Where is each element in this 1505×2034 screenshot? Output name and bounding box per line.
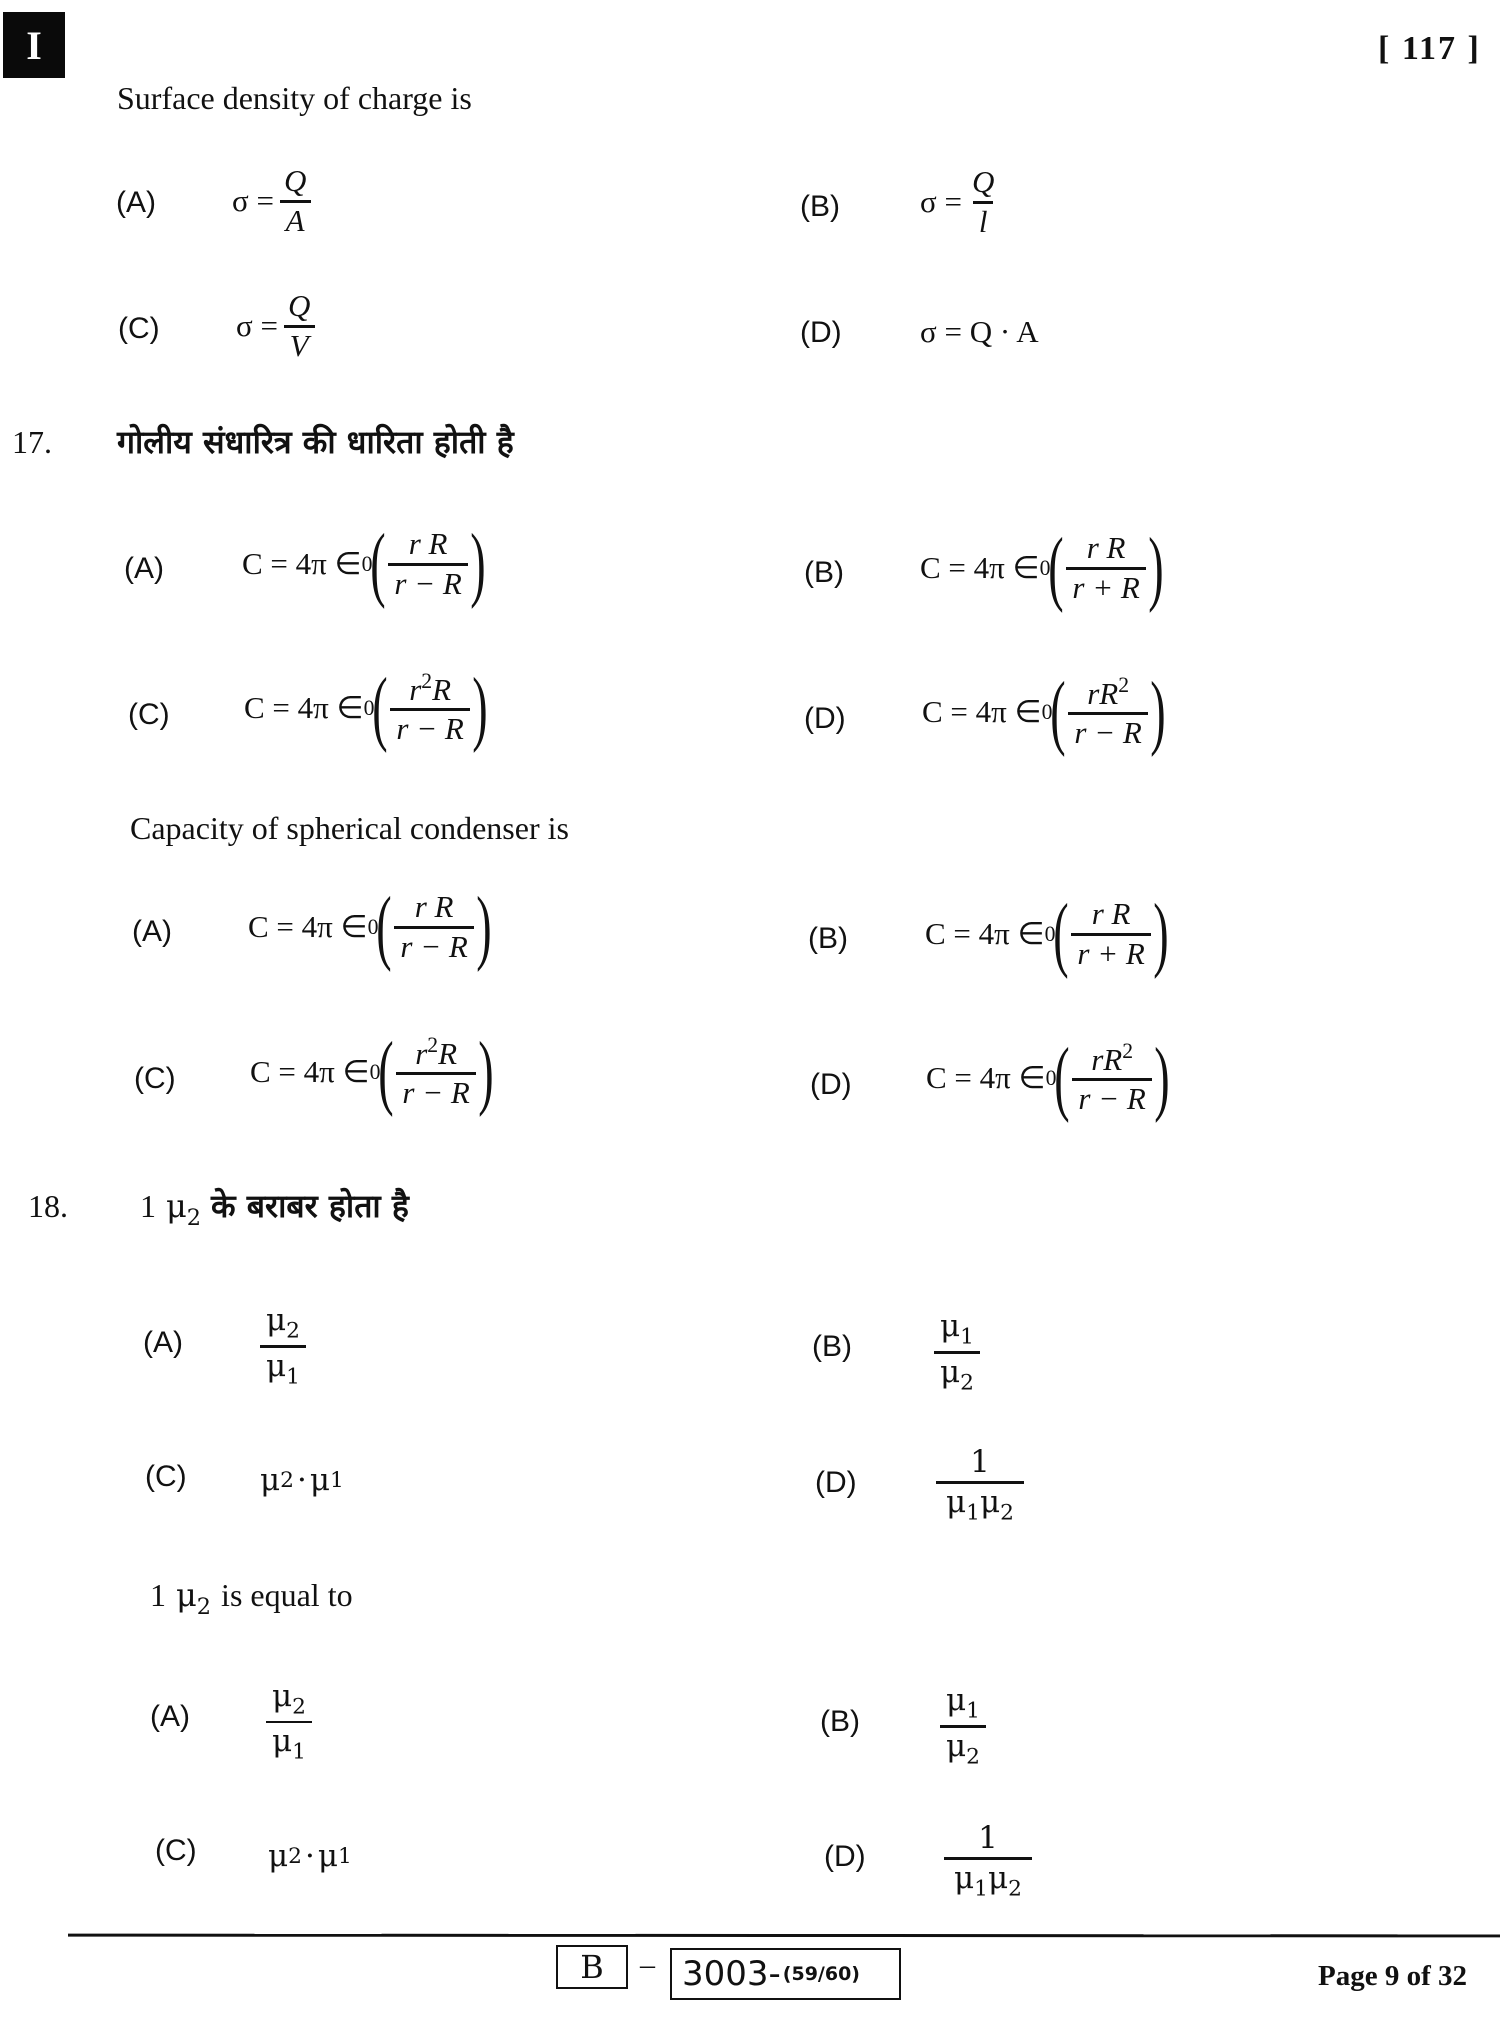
q18-hi-option-a-formula — [256, 1304, 310, 1390]
denominator — [944, 1857, 1032, 1901]
mu-sub: 2 — [966, 1744, 980, 1770]
right-paren: ) — [478, 1025, 494, 1118]
fraction — [1071, 895, 1150, 971]
mu-sub: 2 — [196, 1593, 212, 1620]
left-paren: ( — [378, 1025, 395, 1118]
epsilon-subscript: 0 — [361, 551, 373, 576]
epsilon-subscript: 0 — [1041, 699, 1053, 724]
mu: μ — [946, 1483, 967, 1520]
formula-prefix: C = 4π ∈ — [926, 1060, 1046, 1095]
q16-option-b-label: (B) — [800, 190, 840, 223]
formula-prefix: C = 4π ∈ — [250, 1054, 370, 1089]
q18-en-option-c-label: (C) — [155, 1834, 197, 1867]
q17-en-option-a-formula — [248, 880, 492, 973]
num-tail: R — [438, 1035, 458, 1071]
question-18-english-text — [150, 1576, 353, 1620]
mu: μ — [272, 1723, 293, 1760]
right-paren: ) — [476, 880, 492, 973]
numerator: 1 — [970, 1444, 990, 1480]
numerator: 1 — [978, 1820, 998, 1856]
left-paren: ( — [376, 880, 393, 973]
mu-sub: 1 — [966, 1698, 980, 1724]
denominator — [266, 1721, 312, 1764]
right-paren: ) — [470, 517, 486, 610]
mu-sub: 1 — [974, 1876, 988, 1902]
fraction — [266, 1680, 312, 1765]
q18-en-option-a-label: (A) — [150, 1700, 190, 1733]
q18-hi-option-d-label: (D) — [815, 1466, 857, 1499]
q16-option-d-label: (D) — [800, 316, 842, 349]
mu: μ — [940, 1354, 961, 1391]
mu: μ — [176, 1576, 197, 1614]
question-hindi-tail: के बराबर होता है — [211, 1187, 409, 1225]
mu-sub: 1 — [286, 1364, 300, 1390]
fraction — [1066, 529, 1145, 605]
left-paren: ( — [372, 661, 389, 754]
q17-hi-option-c-label: (C) — [128, 698, 170, 731]
formula-lhs: σ = — [232, 183, 274, 219]
denominator: A — [280, 200, 311, 238]
epsilon-subscript: 0 — [367, 914, 379, 939]
mu: μ — [979, 1483, 1001, 1520]
left-paren: ( — [1048, 521, 1065, 614]
formula-lhs: σ = — [236, 308, 278, 344]
left-paren: ( — [1053, 887, 1070, 980]
denominator: r − R — [390, 708, 469, 746]
fraction — [1068, 674, 1147, 750]
mu-sub: 2 — [286, 1318, 300, 1344]
numerator — [266, 1680, 312, 1721]
mu-sub: 2 — [960, 1370, 974, 1396]
numerator — [409, 1034, 463, 1072]
num-base: rR — [1087, 675, 1119, 711]
fraction — [396, 1034, 475, 1110]
set-code: B — [580, 1948, 604, 1986]
q17-hi-option-c-formula — [244, 661, 488, 754]
mu-symbol — [166, 1187, 201, 1231]
mu: μ — [268, 1838, 289, 1874]
q16-option-b-formula — [920, 166, 1004, 238]
denominator: r + R — [1066, 567, 1145, 605]
mu-sub: 2 — [1000, 1500, 1014, 1526]
numerator — [403, 670, 457, 708]
q18-en-option-d-label: (D) — [824, 1840, 866, 1873]
fraction — [934, 1310, 980, 1396]
set-code-box — [556, 1945, 628, 1989]
mu: μ — [954, 1859, 975, 1896]
mu: μ — [272, 1678, 293, 1714]
q17-en-option-d-label: (D) — [810, 1068, 852, 1101]
num-sup: 2 — [1118, 672, 1130, 697]
q18-hi-option-a-label: (A) — [143, 1326, 183, 1359]
numerator: Q — [283, 163, 307, 198]
fraction — [944, 1822, 1032, 1901]
left-paren: ( — [1050, 665, 1067, 758]
q17-hi-option-a-formula — [242, 517, 486, 610]
formula-prefix: C = 4π ∈ — [922, 694, 1042, 729]
q17-en-option-a-label: (A) — [132, 915, 172, 948]
mu-sub: 1 — [337, 1843, 352, 1869]
right-paren: ) — [1150, 665, 1166, 758]
numerator — [260, 1304, 306, 1345]
mu-sub: 1 — [966, 1500, 980, 1526]
num-base: r — [415, 1035, 428, 1071]
q18-hi-option-c-label: (C) — [145, 1460, 187, 1493]
epsilon-subscript: 0 — [1039, 555, 1051, 580]
mu: μ — [266, 1302, 287, 1338]
mu-sub: 1 — [292, 1739, 306, 1765]
epsilon-subscript: 0 — [369, 1059, 381, 1084]
fraction — [282, 290, 316, 362]
q17-hi-option-b-formula — [920, 521, 1164, 614]
question-english-tail: is equal to — [221, 1577, 353, 1613]
page-info: Page 9 of 32 — [1318, 1960, 1467, 1992]
left-paren: ( — [1054, 1031, 1071, 1124]
q18-hi-option-d-formula — [932, 1446, 1028, 1525]
dot-operator: · — [296, 1462, 307, 1498]
mu-sub: 1 — [960, 1324, 974, 1350]
fraction — [394, 888, 473, 964]
paper-code-suffix: (59/60) — [782, 1963, 860, 1985]
num-sup: 2 — [427, 1032, 439, 1057]
num-tail: R — [432, 671, 452, 707]
mu: μ — [317, 1838, 338, 1874]
numerator — [1085, 1040, 1139, 1078]
footer-divider — [68, 1934, 1500, 1938]
mu-sub: 1 — [329, 1467, 344, 1493]
q18-en-option-c-formula — [268, 1838, 352, 1874]
q16-option-c-formula — [236, 290, 320, 362]
mu-sub: 2 — [1008, 1876, 1022, 1902]
q17-hi-option-b-label: (B) — [804, 556, 844, 589]
mu-sub: 2 — [292, 1694, 306, 1720]
numerator — [1081, 674, 1135, 712]
mu: μ — [309, 1462, 330, 1498]
mu: μ — [266, 1348, 287, 1385]
question-18-number: 18. — [28, 1188, 68, 1224]
numerator: r R — [1086, 529, 1126, 565]
mu: μ — [940, 1308, 961, 1344]
question-17-number: 17. — [12, 424, 52, 460]
q17-en-option-b-formula — [925, 887, 1169, 980]
formula-prefix: C = 4π ∈ — [925, 916, 1045, 951]
denominator — [934, 1351, 980, 1395]
mu: μ — [987, 1859, 1009, 1896]
paper-code-box — [670, 1948, 901, 2000]
q17-en-option-d-formula — [926, 1031, 1170, 1124]
fraction — [390, 670, 469, 746]
numerator: Q — [971, 164, 995, 199]
fraction — [966, 166, 1000, 238]
mu: μ — [166, 1187, 187, 1225]
denominator: r − R — [388, 563, 467, 601]
question-17-english-text: Capacity of spherical condenser is — [130, 810, 569, 846]
denominator — [936, 1481, 1024, 1525]
q16-option-c-label: (C) — [118, 312, 160, 345]
q18-en-option-d-formula — [940, 1822, 1036, 1901]
formula-lhs: σ = — [920, 184, 962, 220]
question-18-hindi-text — [140, 1184, 409, 1231]
question-17-hindi-text: गोलीय संधारित्र की धारिता होती है — [117, 423, 514, 461]
fraction — [260, 1304, 306, 1390]
question-prefix: 1 — [140, 1188, 156, 1224]
q16-option-a-formula — [232, 165, 316, 237]
fraction — [940, 1684, 986, 1770]
denominator: V — [284, 325, 315, 363]
fraction — [278, 165, 312, 237]
mu: μ — [260, 1462, 281, 1498]
footer-dash: – — [640, 1948, 655, 1981]
question-16-english-text: Surface density of charge is — [117, 80, 472, 116]
numerator: r R — [414, 888, 454, 924]
formula-prefix: C = 4π ∈ — [248, 909, 368, 944]
q17-en-option-c-formula — [250, 1025, 494, 1118]
q17-hi-option-a-label: (A) — [124, 552, 164, 585]
fraction — [936, 1446, 1024, 1525]
fraction — [1072, 1040, 1151, 1116]
q18-en-option-a-formula — [262, 1680, 316, 1765]
denominator: r − R — [396, 1072, 475, 1110]
num-base: r — [409, 671, 422, 707]
section-badge — [3, 12, 65, 78]
dot-operator: · — [304, 1838, 315, 1874]
numerator — [940, 1684, 986, 1725]
mu-sub: 2 — [288, 1843, 302, 1869]
q18-en-option-b-label: (B) — [820, 1705, 860, 1738]
q17-en-option-c-label: (C) — [134, 1062, 176, 1095]
num-base: rR — [1091, 1041, 1123, 1077]
question-prefix: 1 — [150, 1577, 166, 1613]
formula-prefix: C = 4π ∈ — [242, 546, 362, 581]
left-paren: ( — [370, 517, 387, 610]
right-paren: ) — [1153, 887, 1169, 980]
q17-hi-option-d-formula — [922, 665, 1166, 758]
numerator: Q — [287, 288, 311, 323]
mu: μ — [946, 1682, 967, 1718]
formula-prefix: C = 4π ∈ — [244, 690, 364, 725]
q16-option-d-formula: σ = Q · A — [920, 314, 1039, 349]
q18-hi-option-b-label: (B) — [812, 1330, 852, 1363]
formula-prefix: C = 4π ∈ — [920, 550, 1040, 585]
denominator: l — [973, 201, 994, 239]
numerator: r R — [1091, 895, 1131, 931]
q16-option-a-label: (A) — [116, 186, 156, 219]
q18-hi-option-c-formula — [260, 1462, 344, 1498]
numerator: r R — [408, 525, 448, 561]
mu-symbol — [176, 1576, 211, 1620]
mu: μ — [946, 1728, 967, 1765]
denominator: r − R — [1072, 1078, 1151, 1116]
denominator: r − R — [394, 926, 473, 964]
fraction — [388, 525, 467, 601]
denominator — [260, 1345, 306, 1389]
q17-hi-option-d-label: (D) — [804, 702, 846, 735]
q18-hi-option-b-formula — [930, 1310, 984, 1396]
mu-sub: 2 — [186, 1204, 202, 1231]
right-paren: ) — [472, 661, 488, 754]
epsilon-subscript: 0 — [1045, 1065, 1057, 1090]
denominator: r + R — [1071, 933, 1150, 971]
q18-en-option-b-formula — [936, 1684, 990, 1770]
denominator — [940, 1725, 986, 1769]
right-paren: ) — [1154, 1031, 1170, 1124]
num-sup: 2 — [1122, 1038, 1134, 1063]
page-marker: [ 117 ] — [1378, 30, 1481, 67]
right-paren: ) — [1148, 521, 1164, 614]
epsilon-subscript: 0 — [363, 695, 375, 720]
num-sup: 2 — [421, 668, 433, 693]
section-badge-text: I — [26, 22, 42, 68]
mu-sub: 2 — [280, 1467, 294, 1493]
numerator — [934, 1310, 980, 1351]
q17-en-option-b-label: (B) — [808, 922, 848, 955]
denominator: r − R — [1068, 712, 1147, 750]
paper-code: 3003- — [682, 1954, 781, 1994]
epsilon-subscript: 0 — [1044, 921, 1056, 946]
